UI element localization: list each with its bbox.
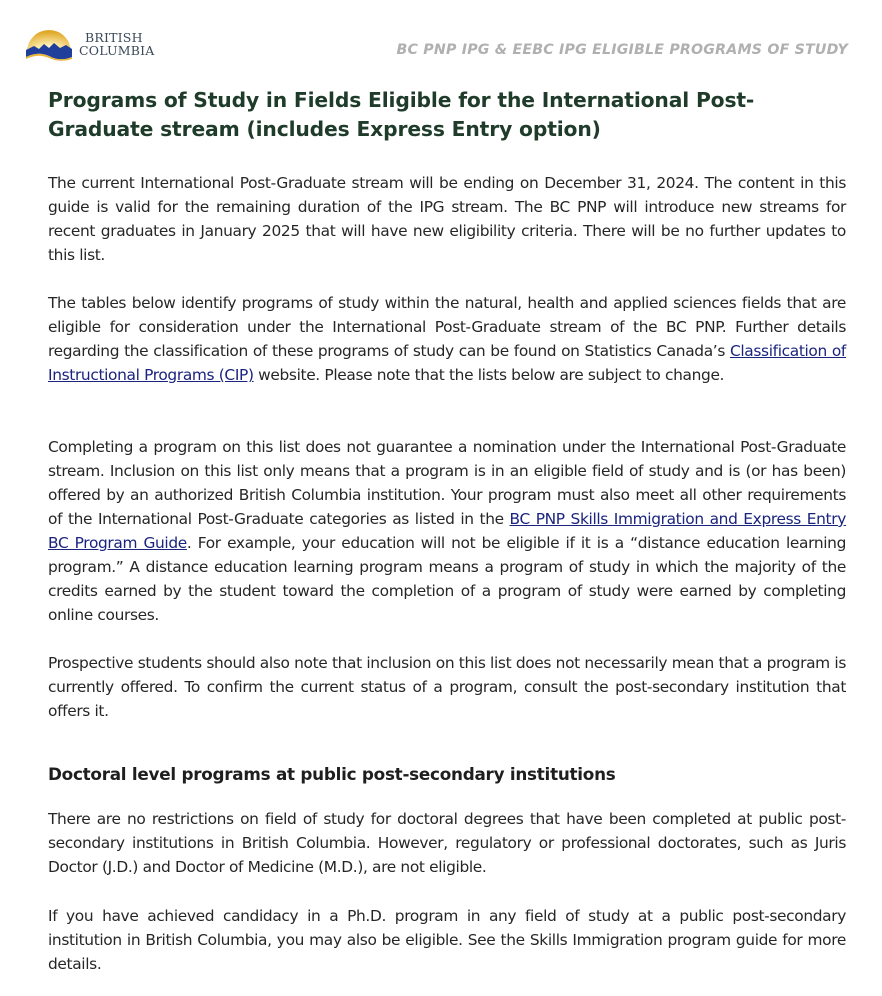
paragraph-text: The tables below identify programs of study within the natural, health and applied sciences fields that are eligible for consideration under the International Post-Graduate stream of the BC PNP. Further details regarding the classification of these programs of study can be found on Statistics Canada’s (48, 294, 846, 360)
cip-link[interactable]: Classification of Instructional Programs (CIP) (48, 342, 846, 384)
logo-line2: COLUMBIA (79, 43, 155, 58)
paragraph-stream-ending: The current International Post-Graduate stream will be ending on December 31, 2024. The content in this guide is valid for the remaining duration of the IPG stream. The BC PNP will introduce new streams for recent graduates in January 2025 that will have new eligibility criteria. There will be no further updates to this list. (48, 174, 846, 264)
paragraph-no-guarantee (48, 435, 846, 627)
bc-sunrise-logo-icon (24, 26, 74, 62)
paragraph-text: website. Please note that the lists below are subject to change. (253, 366, 725, 384)
document-body (48, 86, 846, 973)
paragraph-phd-candidacy: If you have achieved candidacy in a Ph.D. program in any field of study at a public post-secondary institution in British Columbia, you may also be eligible. See the Skills Immigration program guide for more details. (48, 907, 846, 973)
paragraph-text: Completing a program on this list does not guarantee a nomination under the International Post-Graduate stream. Inclusion on this list only means that a program is in an eligible field of study and is (or has been) offered by an authorized British Columbia institution. Your program must also meet all other requirements of the International Post-Graduate categories as listed in the (48, 438, 846, 528)
paragraph-prospective-students: Prospective students should also note that inclusion on this list does not necessarily mean that a program is currently offered. To confirm the current status of a program, consult the post-secondary institution that offers it. (48, 654, 846, 720)
logo-wordmark (79, 31, 155, 57)
page-title: Programs of Study in Fields Eligible for the International Post-Graduate stream (includes Express Entry option) (48, 88, 755, 141)
program-guide-link[interactable]: BC PNP Skills Immigration and Express Entry BC Program Guide (48, 510, 846, 552)
paragraph-doctoral-restrictions: There are no restrictions on field of study for doctoral degrees that have been completed at public post-secondary institutions in British Columbia. However, regulatory or professional doctorates, such as Juris Doctor (J.D.) and Doctor of Medicine (M.D.), are not eligible. (48, 810, 846, 876)
paragraph-text: . For example, your education will not be eligible if it is a “distance education learning program.” A distance education learning program means a program of study in which the majority of the credits earned by the student toward the completion of a program of study were earned by completing online courses. (48, 534, 846, 624)
document-header (0, 0, 882, 80)
document-running-title: BC PNP IPG & EEBC IPG ELIGIBLE PROGRAMS OF STUDY (396, 42, 848, 58)
section-heading-doctoral: Doctoral level programs at public post-secondary institutions (48, 764, 616, 784)
bc-government-logo (24, 24, 164, 64)
paragraph-eligible-fields (48, 291, 846, 387)
logo-line1: BRITISH (85, 30, 143, 45)
